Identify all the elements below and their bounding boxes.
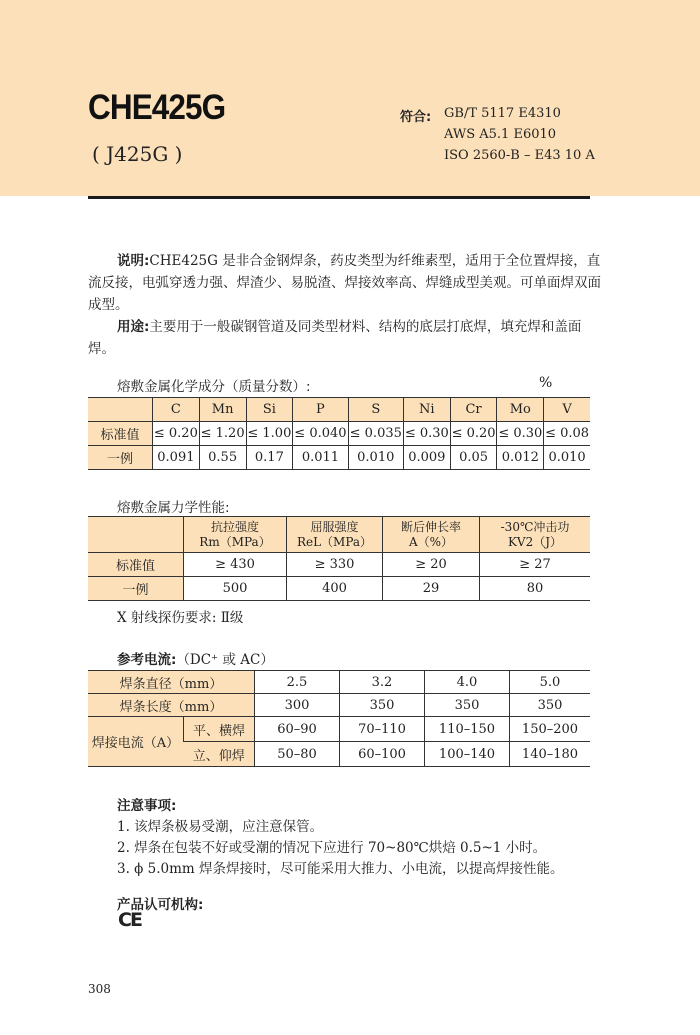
table-cell: 29	[383, 577, 480, 601]
table-cell: 60–90	[255, 717, 340, 742]
table-cell: 350	[340, 694, 425, 717]
table-cell: ≥ 430	[184, 553, 287, 577]
current-title-lead: 参考电流:	[117, 652, 177, 668]
mechanical-col-rel	[287, 517, 383, 553]
xray-requirement: X 射线探伤要求: Ⅱ级	[117, 610, 244, 626]
table-cell: 0.55	[199, 446, 246, 470]
table-cell: 300	[255, 694, 340, 717]
chemical-col-ni: Ni	[403, 398, 450, 422]
mechanical-table	[88, 516, 590, 601]
chemical-col-p: P	[293, 398, 348, 422]
current-title-rest: （DC⁺ 或 AC）	[176, 652, 274, 668]
table-cell: ≤ 0.20	[153, 422, 200, 446]
current-title	[117, 648, 274, 668]
col-heading: -30℃冲击功	[500, 519, 570, 534]
chemical-col-si: Si	[246, 398, 293, 422]
flat-label: 平、横焊	[184, 717, 255, 742]
chemical-col-c: C	[153, 398, 200, 422]
table-cell: 150–200	[510, 717, 591, 742]
table-cell: 0.010	[348, 446, 403, 470]
table-cell: ≥ 20	[383, 553, 480, 577]
mechanical-header-row	[88, 517, 590, 553]
table-cell: 0.17	[246, 446, 293, 470]
table-cell: 140–180	[510, 742, 591, 767]
table-cell: 70–110	[340, 717, 425, 742]
certification-title: 产品认可机构:	[117, 897, 204, 913]
notes-title: 注意事项:	[117, 798, 177, 814]
col-heading: 屈服强度	[310, 519, 359, 534]
table-cell: 80	[480, 577, 591, 601]
note-3: 3. ϕ 5.0mm 焊条焊接时，尽可能采用大推力、小电流，以提高焊接性能。	[117, 861, 564, 877]
table-cell: 0.05	[450, 446, 497, 470]
table-cell: ≤ 1.20	[199, 422, 246, 446]
chemical-row-standard	[88, 422, 590, 446]
standard-gb: GB/T 5117 E4310	[444, 106, 561, 121]
current-label: 焊接电流（A）	[88, 717, 184, 767]
vertical-label: 立、仰焊	[184, 742, 255, 767]
table-cell: ≤ 0.040	[293, 422, 348, 446]
table-cell: 110–150	[425, 717, 510, 742]
page-number: 308	[88, 982, 111, 996]
table-cell: 500	[184, 577, 287, 601]
table-cell: 0.010	[544, 446, 590, 470]
chemical-col-v: V	[544, 398, 590, 422]
note-2: 2. 焊条在包装不好或受潮的情况下应进行 70~80℃烘焙 0.5~1 小时。	[117, 840, 547, 856]
table-cell: ≤ 0.30	[497, 422, 544, 446]
table-cell: 60–100	[340, 742, 425, 767]
chemical-table	[88, 397, 590, 470]
table-cell: 一例	[88, 577, 184, 601]
col-unit: A（%）	[408, 534, 454, 549]
diameter-label: 焊条直径（mm）	[88, 671, 255, 694]
usage	[88, 316, 608, 360]
standard-aws: AWS A5.1 E6010	[444, 127, 557, 142]
table-cell: ≤ 0.035	[348, 422, 403, 446]
current-row-length	[88, 694, 590, 717]
table-cell: ≤ 1.00	[246, 422, 293, 446]
product-model: CHE425G	[88, 88, 226, 127]
mechanical-row-standard	[88, 553, 590, 577]
current-table	[88, 670, 590, 767]
mechanical-title: 熔敷金属力学性能:	[117, 500, 230, 516]
table-cell: 0.012	[497, 446, 544, 470]
col-unit: Rm（MPa）	[199, 534, 271, 549]
table-cell: 一例	[88, 446, 153, 470]
table-cell: 3.2	[340, 671, 425, 694]
standard-label: 符合:	[400, 110, 432, 125]
col-unit: ReL（MPa）	[296, 534, 373, 549]
length-label: 焊条长度（mm）	[88, 694, 255, 717]
table-cell: 5.0	[510, 671, 591, 694]
mechanical-row-example	[88, 577, 590, 601]
col-heading: 抗拉强度	[210, 519, 259, 534]
chemical-col-mn: Mn	[199, 398, 246, 422]
table-cell: ≥ 27	[480, 553, 591, 577]
table-cell: 50–80	[255, 742, 340, 767]
table-cell: 400	[287, 577, 383, 601]
chemical-header-row	[88, 398, 590, 422]
table-cell: 0.091	[153, 446, 200, 470]
table-cell: 0.009	[403, 446, 450, 470]
usage-text: 主要用于一般碳钢管道及同类型材料、结构的底层打底焊，填充焊和盖面焊。	[88, 319, 582, 357]
old-model: ( J425G )	[92, 142, 183, 166]
mechanical-col-a	[383, 517, 480, 553]
table-cell: 标准值	[88, 422, 153, 446]
table-cell: ≤ 0.08	[544, 422, 590, 446]
description	[88, 250, 608, 316]
col-heading: 断后伸长率	[400, 519, 461, 534]
description-text: CHE425G 是非合金钢焊条，药皮类型为纤维素型，适用于全位置焊接，直流反接，电弧穿透力强、焊渣少、易脱渣、焊接效率高、焊缝成型美观。可单面焊双面成型。	[88, 253, 601, 313]
table-cell: ≤ 0.30	[403, 422, 450, 446]
col-unit: KV2（J）	[507, 534, 563, 549]
current-row-diameter	[88, 671, 590, 694]
table-cell: 0.011	[293, 446, 348, 470]
table-cell: ≥ 330	[287, 553, 383, 577]
ce-mark-icon: CE	[118, 909, 141, 931]
mechanical-col-rm	[184, 517, 287, 553]
chemical-col-s: S	[348, 398, 403, 422]
mechanical-col-kv2	[480, 517, 591, 553]
standard-iso: ISO 2560-B – E43 10 A	[444, 148, 595, 163]
header-rule	[88, 196, 590, 199]
note-1: 1. 该焊条极易受潮，应注意保管。	[117, 819, 324, 835]
table-cell: 4.0	[425, 671, 510, 694]
table-cell: 100–140	[425, 742, 510, 767]
chemical-col-cr: Cr	[450, 398, 497, 422]
chemical-unit: %	[539, 375, 553, 391]
chemical-row-example	[88, 446, 590, 470]
mechanical-col-blank	[88, 517, 184, 553]
table-cell: ≤ 0.20	[450, 422, 497, 446]
chemical-col-0	[88, 398, 153, 422]
table-cell: 350	[425, 694, 510, 717]
chemical-col-mo: Mo	[497, 398, 544, 422]
description-lead: 说明:	[117, 253, 150, 269]
table-cell: 标准值	[88, 553, 184, 577]
table-cell: 2.5	[255, 671, 340, 694]
table-cell: 350	[510, 694, 591, 717]
current-row-flat	[88, 717, 590, 742]
usage-lead: 用途:	[117, 319, 150, 335]
chemical-title: 熔敷金属化学成分（质量分数）:	[117, 379, 311, 395]
